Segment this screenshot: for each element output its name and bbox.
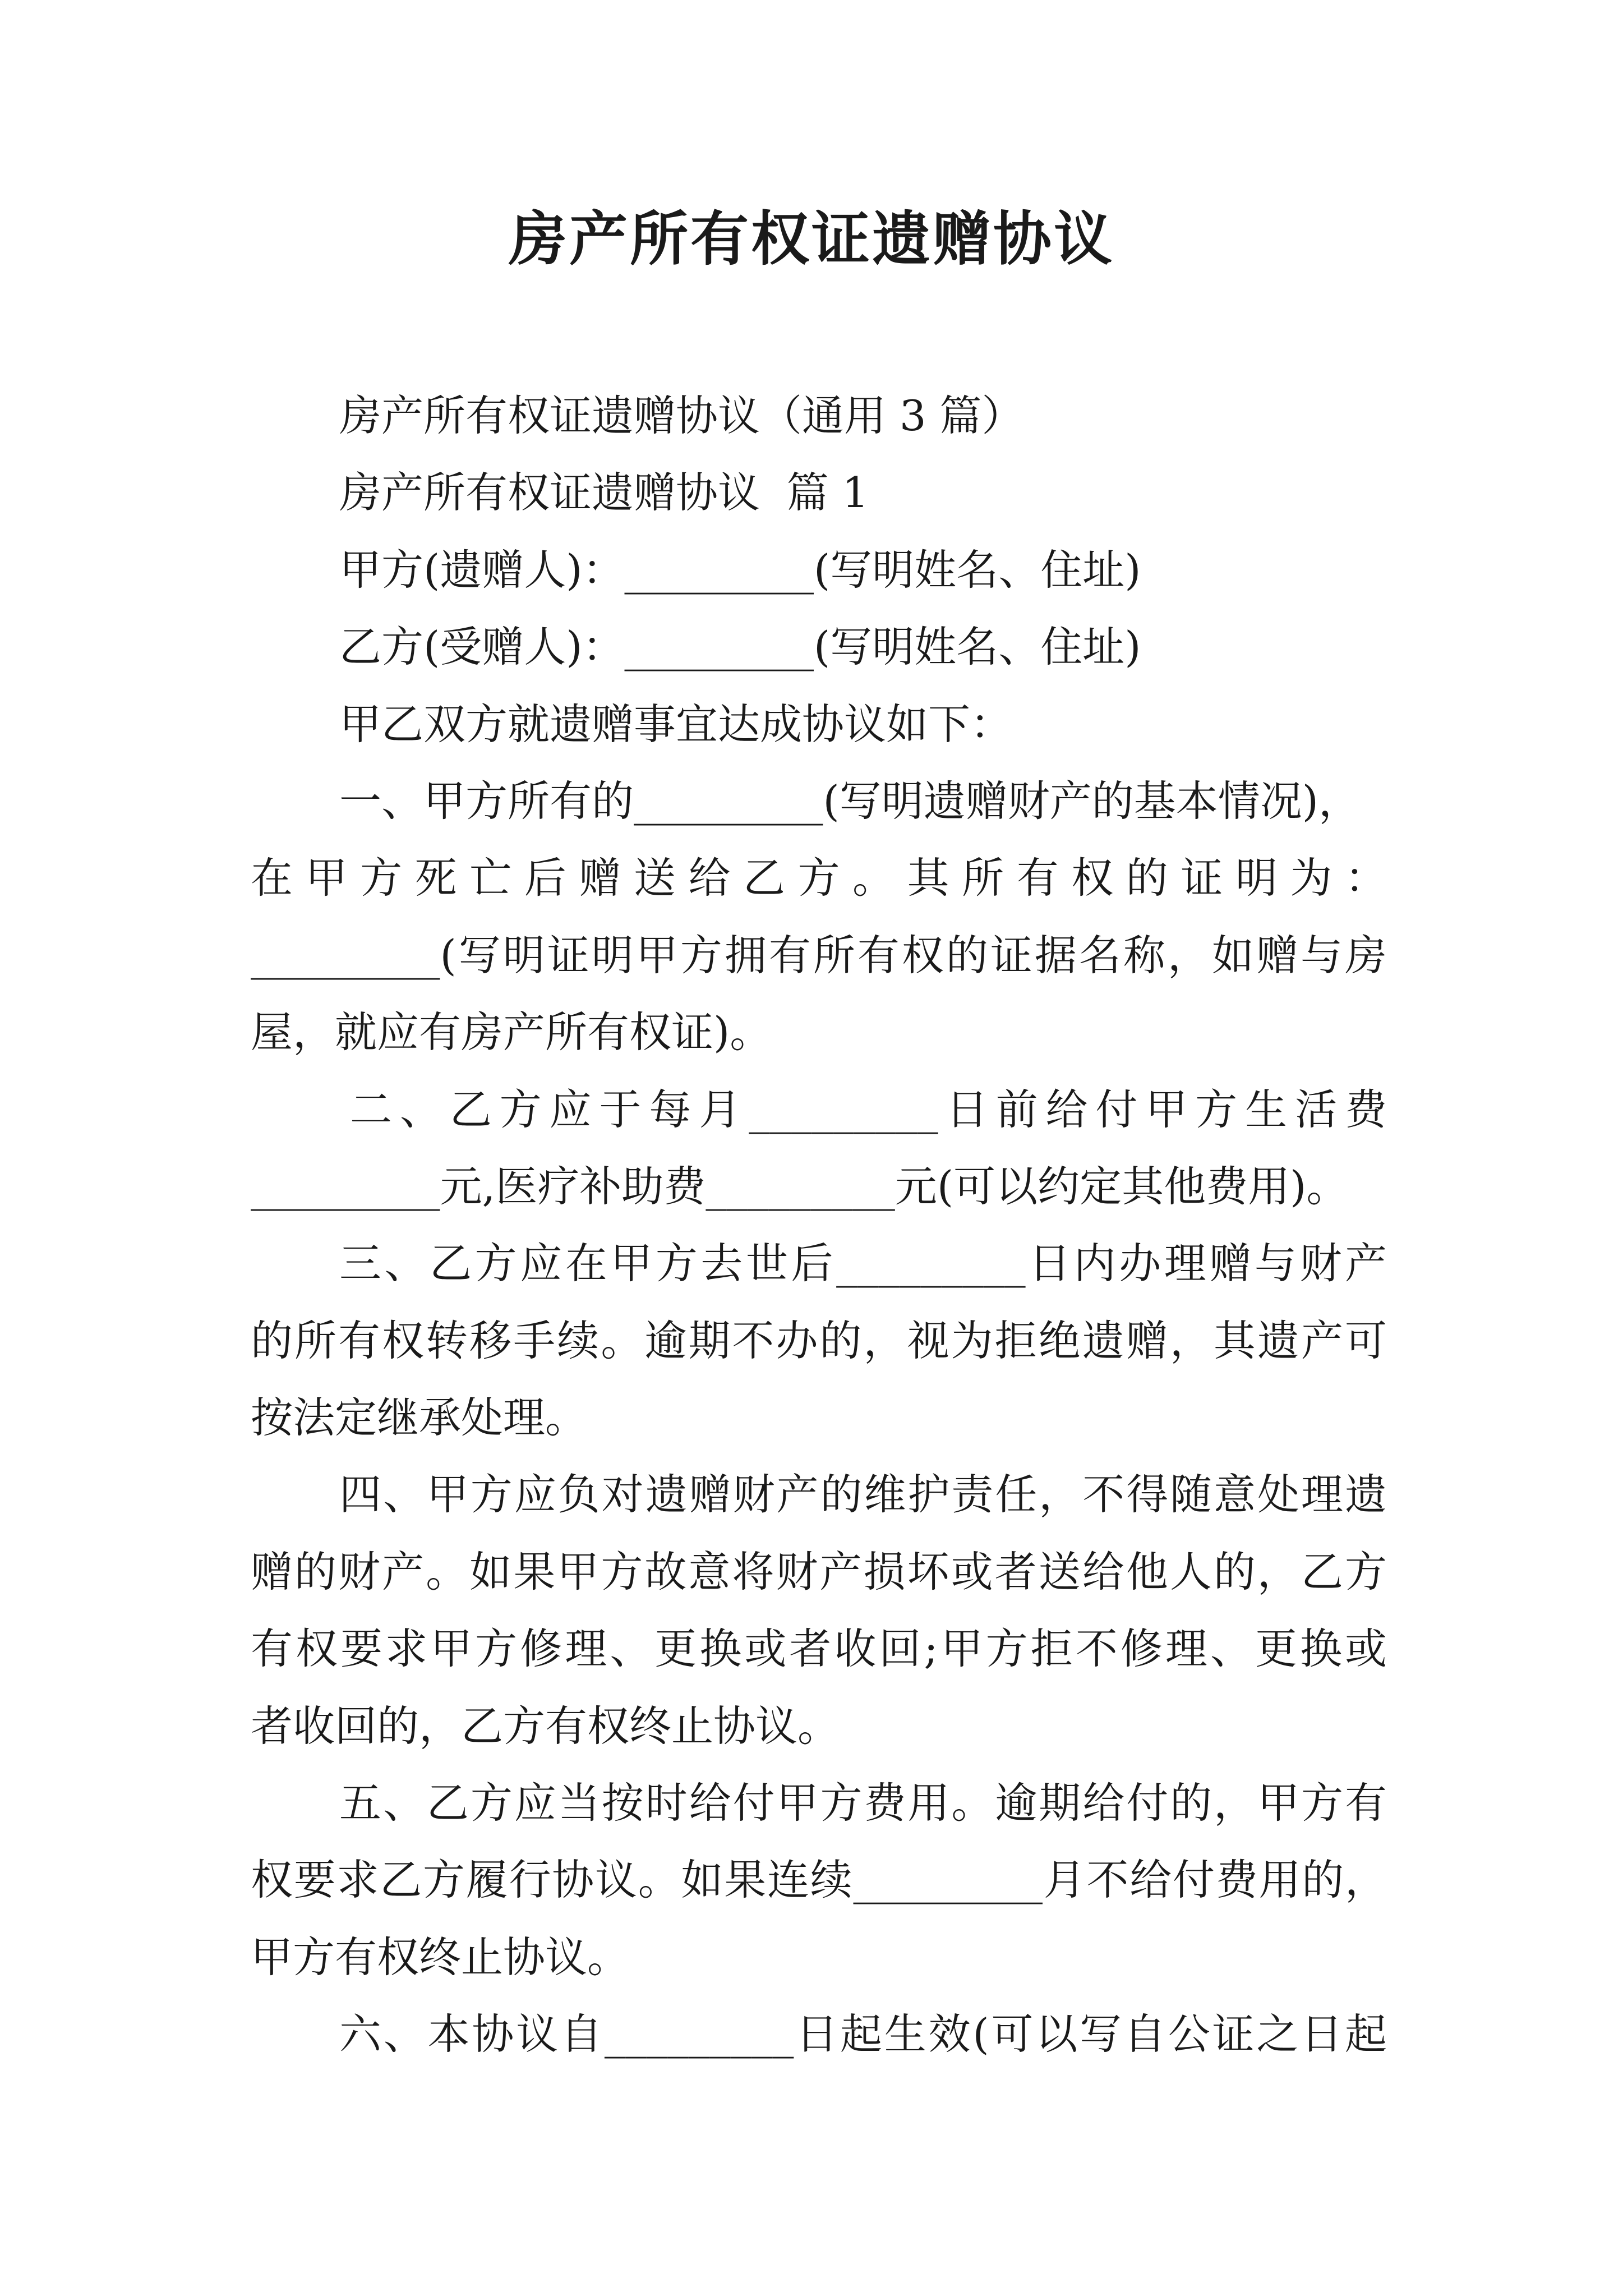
clause-2 bbox=[251, 1071, 1387, 1226]
clause-line: 甲方有权终止协议。 bbox=[251, 1932, 630, 1982]
clause-line: _________(写明证明甲方拥有所有权的证据名称，如赠与房 bbox=[251, 930, 1387, 980]
document-body bbox=[251, 378, 1387, 2073]
clause-3 bbox=[251, 1225, 1387, 1456]
clause-4 bbox=[251, 1456, 1387, 1765]
clause-line: 按法定继承处理。 bbox=[251, 1393, 588, 1443]
clause-line: 者收回的，乙方有权终止协议。 bbox=[251, 1701, 840, 1751]
clause-line: 权要求乙方履行协议。如果连续_________月不给付费用的， bbox=[251, 1855, 1387, 1905]
clause-line: 四、甲方应负对遗赠财产的维护责任，不得随意处理遗 bbox=[339, 1470, 1387, 1520]
clause-line: 的所有权转移手续。逾期不办的，视为拒绝遗赠，其遗产可 bbox=[251, 1315, 1387, 1365]
clause-line: 屋，就应有房产所有权证)。 bbox=[251, 1007, 772, 1057]
clause-line: 二、乙方应于每月_________日前给付甲方生活费 bbox=[350, 1084, 1387, 1134]
clause-5 bbox=[251, 1765, 1387, 1996]
clause-line: 有权要求甲方修理、更换或者收回;甲方拒不修理、更换或 bbox=[251, 1624, 1387, 1674]
clause-line: 赠的财产。如果甲方故意将财产损坏或者送给他人的，乙方 bbox=[251, 1547, 1387, 1596]
clause-line: 五、乙方应当按时给付甲方费用。逾期给付的，甲方有 bbox=[339, 1778, 1387, 1828]
preamble-line: 甲乙双方就遗赠事宜达成协议如下： bbox=[339, 699, 1013, 749]
clause-line: 在甲方死亡后赠送给乙方。其所有权的证明为： bbox=[251, 853, 1387, 903]
clause-line: 一、甲方所有的_________(写明遗赠财产的基本情况)， bbox=[339, 776, 1361, 826]
clause-line: 六、本协议自_________日起生效(可以写自公证之日起 bbox=[339, 2009, 1387, 2059]
party-a-line: 甲方(遗赠人)：_________(写明姓名、住址) bbox=[339, 545, 1141, 595]
party-b-line: 乙方(受赠人)：_________(写明姓名、住址) bbox=[339, 622, 1141, 672]
clause-6 bbox=[251, 1996, 1387, 2073]
document-title: 房产所有权证遗赠协议 bbox=[508, 204, 1114, 273]
clause-1 bbox=[251, 763, 1387, 1071]
section-title: 房产所有权证遗赠协议 篇 1 bbox=[339, 468, 869, 518]
clause-line: _________元,医疗补助费_________元(可以约定其他费用)。 bbox=[251, 1161, 1349, 1211]
document-heading: 房产所有权证遗赠协议（通用 3 篇） bbox=[339, 391, 1024, 440]
clause-line: 三、乙方应在甲方去世后_________日内办理赠与财产 bbox=[339, 1239, 1387, 1289]
